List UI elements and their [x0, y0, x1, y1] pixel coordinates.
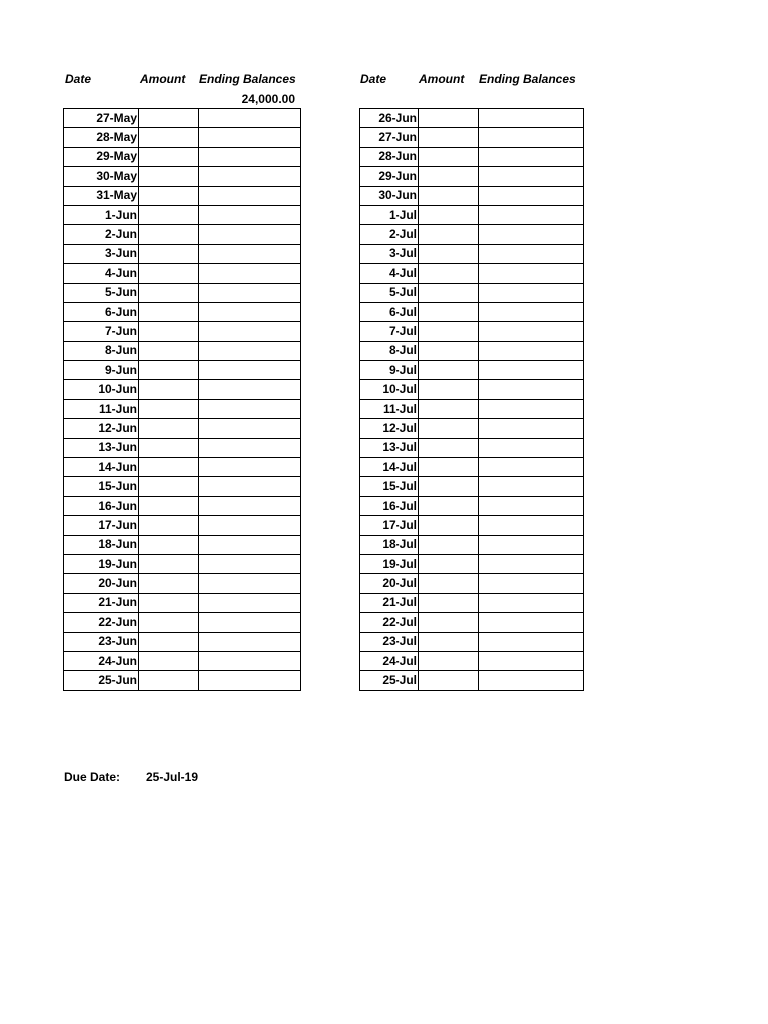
left-ledger-date-cell: 14-Jun: [64, 458, 139, 477]
right-ledger-ending-balance-cell[interactable]: [479, 419, 584, 438]
left-ledger-ending-balance-cell[interactable]: [199, 283, 301, 302]
left-ledger-ending-balance-cell[interactable]: [199, 205, 301, 224]
left-ledger-ending-balance-cell[interactable]: [199, 380, 301, 399]
left-ledger-date-cell: 29-May: [64, 147, 139, 166]
left-ledger-row: [64, 283, 301, 302]
left-ledger-amount-cell[interactable]: [139, 109, 199, 128]
right-ledger-amount-cell[interactable]: [419, 458, 479, 477]
right-ledger-date-cell: 30-Jun: [360, 186, 419, 205]
left-ledger-row: [64, 399, 301, 418]
right-ledger-row: [360, 244, 584, 263]
right-ledger-amount-cell[interactable]: [419, 205, 479, 224]
left-ledger-amount-cell[interactable]: [139, 574, 199, 593]
left-ledger-date-cell: 6-Jun: [64, 302, 139, 321]
left-ledger-amount-cell[interactable]: [139, 458, 199, 477]
left-ledger-ending-balance-cell[interactable]: [199, 147, 301, 166]
left-ledger-ending-balance-cell[interactable]: [199, 419, 301, 438]
right-ledger-amount-cell[interactable]: [419, 399, 479, 418]
right-ledger-row: [360, 147, 584, 166]
left-ledger-date-cell: 25-Jun: [64, 671, 139, 690]
right-ledger-ending-balance-cell[interactable]: [479, 147, 584, 166]
right-ledger-amount-cell[interactable]: [419, 361, 479, 380]
left-ledger-row: [64, 167, 301, 186]
left-ledger-row: [64, 496, 301, 515]
right-ledger-amount-cell[interactable]: [419, 186, 479, 205]
left-ledger-date-cell: 2-Jun: [64, 225, 139, 244]
due-date-value: 25-Jul-19: [146, 770, 199, 784]
right-ledger-ending-balance-cell[interactable]: [479, 535, 584, 554]
right-ledger-amount-cell[interactable]: [419, 671, 479, 690]
right-ledger-date-cell: 9-Jul: [360, 361, 419, 380]
right-ledger-ending-balance-cell[interactable]: [479, 283, 584, 302]
right-ledger-date-cell: 3-Jul: [360, 244, 419, 263]
right-ledger-date-cell: 7-Jul: [360, 322, 419, 341]
left-ledger-amount-cell[interactable]: [139, 322, 199, 341]
right-ledger-date-cell: 10-Jul: [360, 380, 419, 399]
left-ledger-date-cell: 27-May: [64, 109, 139, 128]
right-ledger-ending-balance-cell[interactable]: [479, 593, 584, 612]
right-ledger-row: [360, 225, 584, 244]
left-ledger-row: [64, 380, 301, 399]
right-ledger-ending-balance-cell[interactable]: [479, 399, 584, 418]
right-ledger-date-cell: 22-Jul: [360, 613, 419, 632]
right-ledger-date-cell: 12-Jul: [360, 419, 419, 438]
left-ledger-table: [63, 108, 301, 691]
right-ledger-ending-balance-cell[interactable]: [479, 477, 584, 496]
left-ledger-ending-balance-cell[interactable]: [199, 341, 301, 360]
left-ledger-ending-balance-cell[interactable]: [199, 671, 301, 690]
right-ledger-amount-cell[interactable]: [419, 128, 479, 147]
right-ledger-row: [360, 283, 584, 302]
left-ledger-ending-balance-cell[interactable]: [199, 399, 301, 418]
left-ledger-date-cell: 5-Jun: [64, 283, 139, 302]
right-ledger-amount-cell[interactable]: [419, 225, 479, 244]
right-ledger-ending-balance-cell[interactable]: [479, 380, 584, 399]
right-ledger-date-cell: 17-Jul: [360, 516, 419, 535]
left-ledger-date-cell: 19-Jun: [64, 554, 139, 573]
left-ledger-row: [64, 516, 301, 535]
right-ledger-amount-cell[interactable]: [419, 264, 479, 283]
left-ledger-amount-cell[interactable]: [139, 554, 199, 573]
right-ledger-body: [360, 109, 584, 691]
right-ledger-date-cell: 8-Jul: [360, 341, 419, 360]
right-ledger-ending-balance-cell[interactable]: [479, 167, 584, 186]
right-ledger-row: [360, 613, 584, 632]
right-ledger-date-cell: 5-Jul: [360, 283, 419, 302]
right-ledger-ending-balance-cell[interactable]: [479, 244, 584, 263]
left-ledger-amount-cell[interactable]: [139, 341, 199, 360]
right-ledger-ending-balance-cell[interactable]: [479, 554, 584, 573]
left-ledger-date-cell: 21-Jun: [64, 593, 139, 612]
left-ledger-date-cell: 24-Jun: [64, 651, 139, 670]
right-ledger-ending-balance-cell[interactable]: [479, 632, 584, 651]
left-ledger-ending-balance-cell[interactable]: [199, 361, 301, 380]
left-ledger-row: [64, 264, 301, 283]
right-ledger-amount-cell[interactable]: [419, 322, 479, 341]
right-ledger-date-cell: 18-Jul: [360, 535, 419, 554]
due-date-label: Due Date:: [64, 770, 121, 784]
left-ledger-row: [64, 458, 301, 477]
right-ledger-date-cell: 20-Jul: [360, 574, 419, 593]
left-ledger-date-cell: 22-Jun: [64, 613, 139, 632]
left-ledger-ending-balance-cell[interactable]: [199, 322, 301, 341]
left-ledger-ending-balance-cell[interactable]: [199, 264, 301, 283]
right-ledger-date-cell: 15-Jul: [360, 477, 419, 496]
right-ledger-ending-balance-cell[interactable]: [479, 302, 584, 321]
left-ledger-row: [64, 225, 301, 244]
left-ledger-row: [64, 205, 301, 224]
left-ending-balances-header: Ending Balances: [199, 72, 296, 86]
right-ledger-amount-cell[interactable]: [419, 380, 479, 399]
left-ledger-amount-cell[interactable]: [139, 302, 199, 321]
right-ledger-amount-cell[interactable]: [419, 109, 479, 128]
left-ledger-row: [64, 574, 301, 593]
left-ledger-row: [64, 361, 301, 380]
left-ledger-row: [64, 419, 301, 438]
left-ledger-amount-cell[interactable]: [139, 147, 199, 166]
left-ledger-row: [64, 651, 301, 670]
right-ledger-row: [360, 593, 584, 612]
right-ledger-row: [360, 302, 584, 321]
right-ledger-amount-cell[interactable]: [419, 613, 479, 632]
left-ledger-ending-balance-cell[interactable]: [199, 516, 301, 535]
left-ledger-ending-balance-cell[interactable]: [199, 593, 301, 612]
right-ledger-ending-balance-cell[interactable]: [479, 109, 584, 128]
right-ledger-date-cell: 25-Jul: [360, 671, 419, 690]
left-ledger-date-cell: 1-Jun: [64, 205, 139, 224]
right-ledger-amount-cell[interactable]: [419, 516, 479, 535]
right-ledger-date-cell: 19-Jul: [360, 554, 419, 573]
left-ledger-amount-cell[interactable]: [139, 283, 199, 302]
left-ledger-ending-balance-cell[interactable]: [199, 128, 301, 147]
right-ledger-amount-cell[interactable]: [419, 438, 479, 457]
right-ledger-ending-balance-cell[interactable]: [479, 341, 584, 360]
left-ledger-amount-cell[interactable]: [139, 632, 199, 651]
left-ledger-amount-cell[interactable]: [139, 651, 199, 670]
right-ledger-row: [360, 341, 584, 360]
left-ledger-row: [64, 593, 301, 612]
right-ending-balances-header: Ending Balances: [479, 72, 576, 86]
left-ledger-amount-cell[interactable]: [139, 477, 199, 496]
right-ledger-row: [360, 205, 584, 224]
left-ledger-amount-cell[interactable]: [139, 419, 199, 438]
right-ledger-row: [360, 458, 584, 477]
right-ledger-amount-cell[interactable]: [419, 535, 479, 554]
left-ledger-ending-balance-cell[interactable]: [199, 109, 301, 128]
left-ledger-amount-cell[interactable]: [139, 244, 199, 263]
right-ledger-date-cell: 16-Jul: [360, 496, 419, 515]
left-ledger-date-cell: 7-Jun: [64, 322, 139, 341]
right-ledger-date-cell: 23-Jul: [360, 632, 419, 651]
right-ledger-row: [360, 361, 584, 380]
right-ledger-amount-cell[interactable]: [419, 574, 479, 593]
left-date-header: Date: [65, 72, 92, 86]
left-ledger-row: [64, 477, 301, 496]
left-ledger-row: [64, 109, 301, 128]
left-ledger-row: [64, 186, 301, 205]
right-ledger-row: [360, 264, 584, 283]
left-ledger-row: [64, 147, 301, 166]
right-ledger-row: [360, 477, 584, 496]
left-ledger-row: [64, 128, 301, 147]
left-ledger-ending-balance-cell[interactable]: [199, 574, 301, 593]
left-ledger-amount-cell[interactable]: [139, 205, 199, 224]
right-ledger-row: [360, 574, 584, 593]
left-ledger-date-cell: 3-Jun: [64, 244, 139, 263]
right-ledger-row: [360, 167, 584, 186]
right-ledger-row: [360, 535, 584, 554]
left-ledger-ending-balance-cell[interactable]: [199, 477, 301, 496]
right-ledger-row: [360, 380, 584, 399]
left-ledger-row: [64, 535, 301, 554]
right-ledger-date-cell: 21-Jul: [360, 593, 419, 612]
right-ledger-row: [360, 399, 584, 418]
right-ledger-row: [360, 109, 584, 128]
right-ledger-ending-balance-cell[interactable]: [479, 438, 584, 457]
left-ledger-body: [64, 109, 301, 691]
left-ledger-ending-balance-cell[interactable]: [199, 554, 301, 573]
left-ledger-amount-cell[interactable]: [139, 186, 199, 205]
right-ledger-date-cell: 28-Jun: [360, 147, 419, 166]
right-ledger-table: [359, 108, 584, 691]
right-ledger-date-cell: 24-Jul: [360, 651, 419, 670]
left-ledger-row: [64, 341, 301, 360]
right-ledger-date-cell: 2-Jul: [360, 225, 419, 244]
left-ledger-date-cell: 17-Jun: [64, 516, 139, 535]
left-ledger-row: [64, 302, 301, 321]
left-ledger-date-cell: 4-Jun: [64, 264, 139, 283]
right-ledger-row: [360, 186, 584, 205]
left-ledger-date-cell: 12-Jun: [64, 419, 139, 438]
right-ledger-row: [360, 554, 584, 573]
left-ledger-row: [64, 613, 301, 632]
right-ledger-amount-cell[interactable]: [419, 167, 479, 186]
right-ledger-amount-cell[interactable]: [419, 593, 479, 612]
right-ledger-ending-balance-cell[interactable]: [479, 361, 584, 380]
left-ledger-amount-cell[interactable]: [139, 496, 199, 515]
right-ledger-ending-balance-cell[interactable]: [479, 186, 584, 205]
left-amount-header: Amount: [140, 72, 186, 86]
left-ledger-date-cell: 18-Jun: [64, 535, 139, 554]
left-ledger-ending-balance-cell[interactable]: [199, 632, 301, 651]
right-ledger-row: [360, 438, 584, 457]
right-ledger-ending-balance-cell[interactable]: [479, 225, 584, 244]
left-ledger-date-cell: 31-May: [64, 186, 139, 205]
right-ledger-row: [360, 419, 584, 438]
right-ledger-date-cell: 6-Jul: [360, 302, 419, 321]
left-ledger-date-cell: 16-Jun: [64, 496, 139, 515]
left-ledger-amount-cell[interactable]: [139, 613, 199, 632]
left-ledger-date-cell: 13-Jun: [64, 438, 139, 457]
right-ledger-ending-balance-cell[interactable]: [479, 613, 584, 632]
left-ledger-amount-cell[interactable]: [139, 535, 199, 554]
left-ledger-ending-balance-cell[interactable]: [199, 496, 301, 515]
left-ledger-date-cell: 11-Jun: [64, 399, 139, 418]
right-ledger-date-cell: 4-Jul: [360, 264, 419, 283]
right-ledger-ending-balance-cell[interactable]: [479, 458, 584, 477]
left-ledger-date-cell: 15-Jun: [64, 477, 139, 496]
right-ledger-amount-cell[interactable]: [419, 554, 479, 573]
right-ledger-date-cell: 14-Jul: [360, 458, 419, 477]
right-ledger-row: [360, 651, 584, 670]
left-ledger-ending-balance-cell[interactable]: [199, 167, 301, 186]
left-ledger-amount-cell[interactable]: [139, 128, 199, 147]
left-ledger-row: [64, 554, 301, 573]
left-ledger-ending-balance-cell[interactable]: [199, 535, 301, 554]
left-ledger-amount-cell[interactable]: [139, 167, 199, 186]
left-ledger-amount-cell[interactable]: [139, 399, 199, 418]
right-ledger-ending-balance-cell[interactable]: [479, 671, 584, 690]
left-ledger-amount-cell[interactable]: [139, 361, 199, 380]
left-ledger-row: [64, 322, 301, 341]
right-ledger-amount-cell[interactable]: [419, 147, 479, 166]
left-ledger-amount-cell[interactable]: [139, 380, 199, 399]
left-ledger-ending-balance-cell[interactable]: [199, 651, 301, 670]
right-ledger-ending-balance-cell[interactable]: [479, 651, 584, 670]
right-ledger-date-cell: 26-Jun: [360, 109, 419, 128]
right-amount-header: Amount: [419, 72, 465, 86]
left-ledger-ending-balance-cell[interactable]: [199, 186, 301, 205]
right-ledger-row: [360, 671, 584, 690]
right-ledger-date-cell: 29-Jun: [360, 167, 419, 186]
left-ledger-row: [64, 671, 301, 690]
left-ledger-ending-balance-cell[interactable]: [199, 613, 301, 632]
left-ledger-amount-cell[interactable]: [139, 225, 199, 244]
left-ledger-amount-cell[interactable]: [139, 264, 199, 283]
right-ledger-ending-balance-cell[interactable]: [479, 205, 584, 224]
left-ledger-date-cell: 8-Jun: [64, 341, 139, 360]
left-ledger-date-cell: 28-May: [64, 128, 139, 147]
left-ledger-ending-balance-cell[interactable]: [199, 438, 301, 457]
right-date-header: Date: [360, 72, 387, 86]
left-ledger-row: [64, 438, 301, 457]
right-ledger-ending-balance-cell[interactable]: [479, 516, 584, 535]
left-ledger-ending-balance-cell[interactable]: [199, 225, 301, 244]
right-ledger-date-cell: 11-Jul: [360, 399, 419, 418]
left-ledger-date-cell: 23-Jun: [64, 632, 139, 651]
right-ledger-amount-cell[interactable]: [419, 477, 479, 496]
right-ledger-ending-balance-cell[interactable]: [479, 128, 584, 147]
right-ledger-row: [360, 496, 584, 515]
right-ledger-amount-cell[interactable]: [419, 341, 479, 360]
left-ledger-amount-cell[interactable]: [139, 438, 199, 457]
left-ledger-row: [64, 632, 301, 651]
left-ledger-amount-cell[interactable]: [139, 593, 199, 612]
right-ledger-ending-balance-cell[interactable]: [479, 264, 584, 283]
right-ledger-amount-cell[interactable]: [419, 302, 479, 321]
left-ledger-ending-balance-cell[interactable]: [199, 458, 301, 477]
right-ledger-row: [360, 632, 584, 651]
right-ledger-amount-cell[interactable]: [419, 632, 479, 651]
left-ledger-ending-balance-cell[interactable]: [199, 302, 301, 321]
right-ledger-amount-cell[interactable]: [419, 496, 479, 515]
right-ledger-ending-balance-cell[interactable]: [479, 322, 584, 341]
opening-balance: 24,000.00: [241, 92, 295, 106]
left-ledger-date-cell: 30-May: [64, 167, 139, 186]
left-ledger-date-cell: 20-Jun: [64, 574, 139, 593]
right-ledger-ending-balance-cell[interactable]: [479, 496, 584, 515]
right-ledger-amount-cell[interactable]: [419, 419, 479, 438]
right-ledger-ending-balance-cell[interactable]: [479, 574, 584, 593]
right-ledger-date-cell: 27-Jun: [360, 128, 419, 147]
left-ledger-amount-cell[interactable]: [139, 671, 199, 690]
left-ledger-row: [64, 244, 301, 263]
right-ledger-date-cell: 1-Jul: [360, 205, 419, 224]
right-ledger-amount-cell[interactable]: [419, 244, 479, 263]
right-ledger-row: [360, 516, 584, 535]
right-ledger-amount-cell[interactable]: [419, 651, 479, 670]
right-ledger-amount-cell[interactable]: [419, 283, 479, 302]
right-ledger-row: [360, 128, 584, 147]
right-ledger-date-cell: 13-Jul: [360, 438, 419, 457]
left-ledger-date-cell: 10-Jun: [64, 380, 139, 399]
left-ledger-ending-balance-cell[interactable]: [199, 244, 301, 263]
right-ledger-row: [360, 322, 584, 341]
left-ledger-amount-cell[interactable]: [139, 516, 199, 535]
left-ledger-date-cell: 9-Jun: [64, 361, 139, 380]
